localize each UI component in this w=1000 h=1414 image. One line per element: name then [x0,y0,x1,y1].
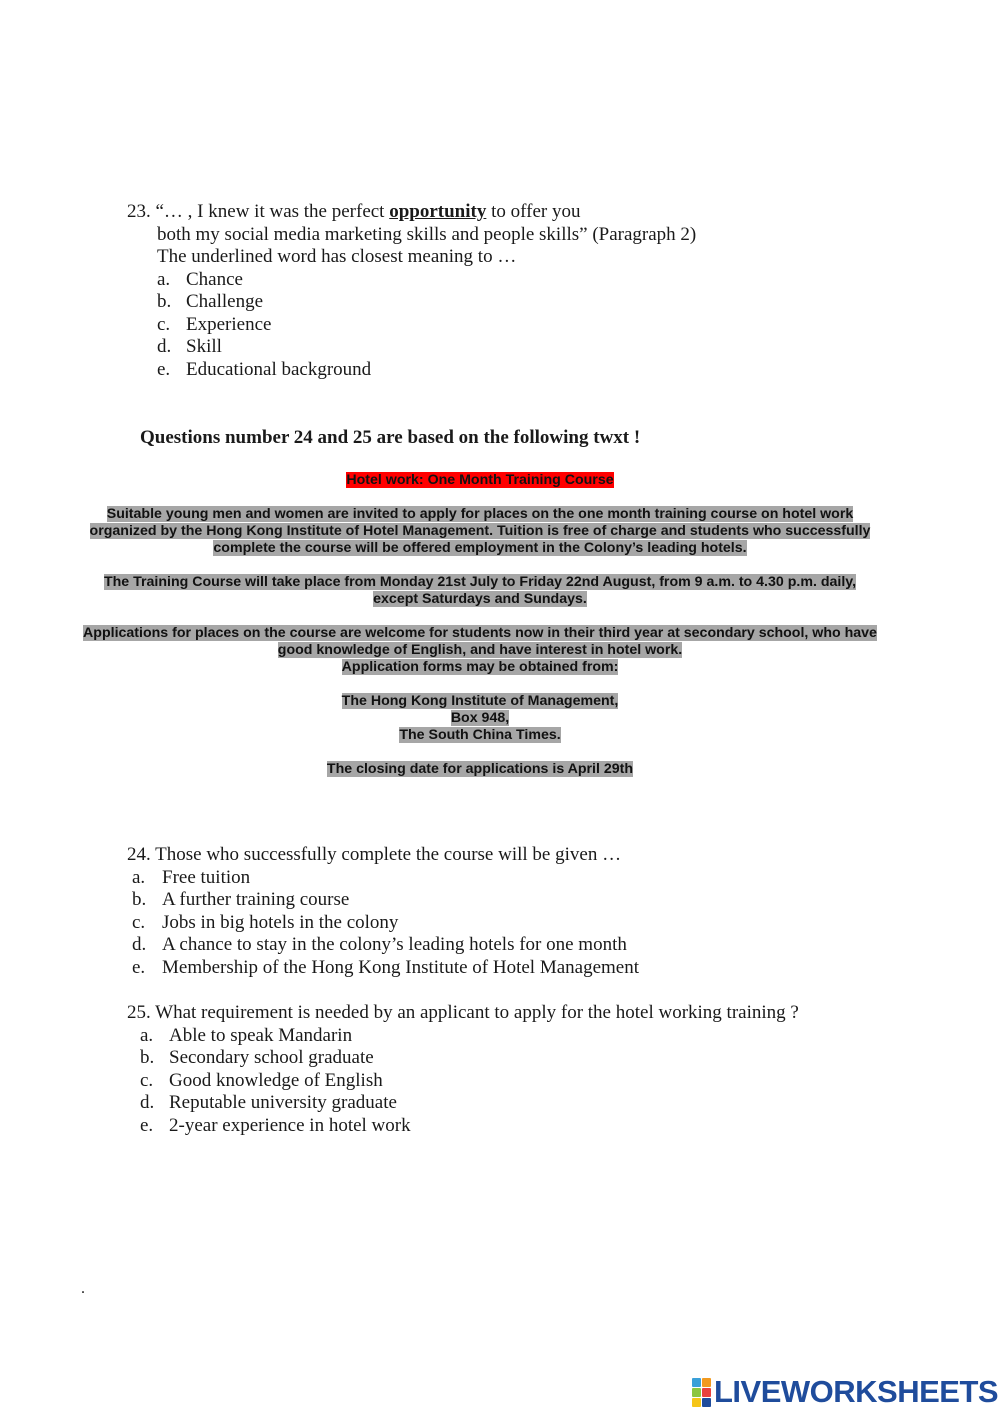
option-25-c[interactable]: c. Good knowledge of English [140,1069,383,1091]
option-24-d[interactable]: d. A chance to stay in the colony’s leading hotels for one month [132,934,627,955]
notice-closing-date: The closing date for applications is April 29th [326,761,634,777]
question-25-stem: 25. What requirement is needed by an applicant to apply for the hotel working training ? [127,1002,799,1023]
notice-address-line-1: The Hong Kong Institute of Management, [341,693,619,709]
option-23-d[interactable]: d. Skill [157,336,222,357]
question-23-line-1: 23. “… , I knew it was the perfect opportunity to offer you [127,201,581,222]
section-heading: Questions number 24 and 25 are based on the following twxt ! [140,427,641,448]
notice-title: Hotel work: One Month Training Course [346,472,614,488]
notice-para-1: Suitable young men and women are invited to apply for places on the one month training course on hotel work organized by the Hong Kong Institute of Hotel Management. Tuition is free of charge and students who successfully complete the course will be offered employment in the Colony’s leading hotels. [89,506,871,556]
option-23-a[interactable]: a. Chance [157,268,243,290]
question-24 [127,844,639,979]
option-25-a[interactable]: a. Able to speak Mandarin [140,1024,353,1046]
notice-para-3b: Application forms may be obtained from: [341,659,619,675]
option-23-b[interactable]: b. Challenge [157,291,264,312]
option-24-b[interactable]: b. A further training course [132,889,350,910]
question-23-options [127,269,696,382]
notice-para-2: The Training Course will take place from Monday 21st July to Friday 22nd August, from 9 a.m. to 4.30 p.m. daily, except Saturdays and Sundays. [103,574,857,607]
question-24-options [127,867,639,980]
option-25-e[interactable]: e. 2-year experience in hotel work [140,1114,411,1136]
option-23-c[interactable]: c. Experience [157,313,272,335]
question-25-options [127,1025,799,1138]
footer-dot: . [81,1280,85,1297]
option-23-e[interactable]: e. Educational background [157,358,372,380]
option-24-e[interactable]: e. Membership of the Hong Kong Institute of Hotel Management [132,956,640,978]
question-25 [127,1002,799,1137]
option-24-c[interactable]: c. Jobs in big hotels in the colony [132,911,399,933]
question-23-line-2: both my social media marketing skills and people skills” (Paragraph 2) [157,223,697,245]
question-23-line-3: The underlined word has closest meaning to … [157,246,517,267]
question-24-stem: 24. Those who successfully complete the course will be given … [127,844,622,865]
option-24-a[interactable]: a. Free tuition [132,866,251,888]
logo-text: LIVEWORKSHEETS [714,1374,999,1409]
notice-address-line-3: The South China Times. [399,727,561,743]
liveworksheets-logo [692,1374,998,1410]
option-25-d[interactable]: d. Reputable university graduate [140,1092,397,1113]
option-25-b[interactable]: b. Secondary school graduate [140,1047,374,1068]
notice-box [80,472,880,778]
logo-mark-icon [692,1378,711,1407]
notice-para-3: Applications for places on the course are welcome for students now in their third year at secondary school, who have good knowledge of English, and have interest in hotel work. [83,625,877,658]
notice-address-line-2: Box 948, [450,710,510,726]
underlined-word: opportunity [389,201,487,222]
question-23 [127,201,696,381]
